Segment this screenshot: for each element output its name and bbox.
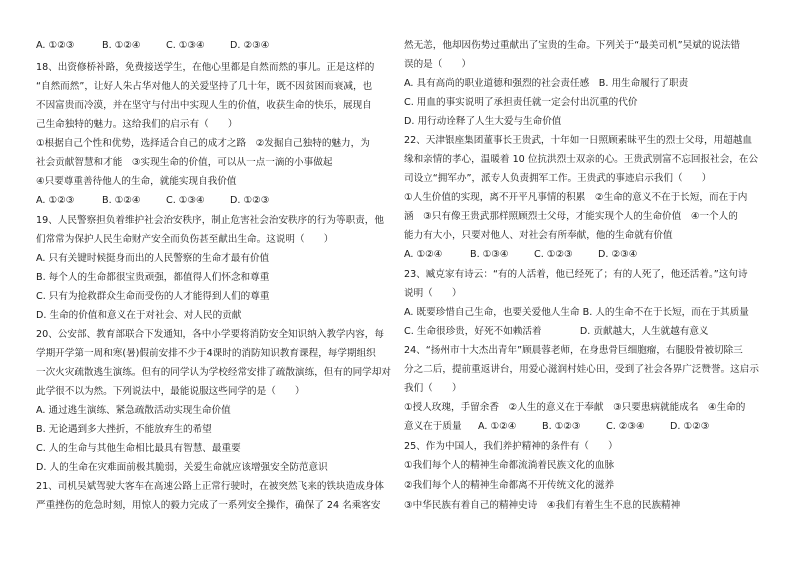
q17-options <box>36 40 294 52</box>
q18-stem-line: 己生命独特的魅力。这给我们的启示有（ ） <box>36 119 238 130</box>
q20-stem-line: 一次火灾疏散逃生演练。但有的同学认为学校经常安排了疏散演练，但有的同学却对 <box>36 367 391 378</box>
q22-item-line: ①人生价值的实现，离不开平凡事情的积累 ②生命的意义不在于长短，而在于内 <box>404 192 748 203</box>
q24-option-b[interactable]: B. ①②③ <box>542 421 581 432</box>
q18-stem-line: “自然而然”，让好人朱占华对他人的关爱坚持了几十年，既不因贫困而衰减，也 <box>36 81 373 92</box>
q24-item-line: 意义在于质量 <box>404 421 462 432</box>
q25-item-line: ③中华民族有着自己的精神史诗 ④我们有着生生不息的民族精神 <box>404 500 681 511</box>
q20-option-b[interactable]: B. 无论遇到多大挫折，不能放弃生的希望 <box>36 424 212 435</box>
q21-option-d[interactable]: D. 用行动诠释了人生大爱与生命价值 <box>404 116 562 127</box>
q22-stem-line: 缘和亲情的孝心，温暖着 10 位抗洪烈士双亲的心。王贵武别富不忘回报社会，在公 <box>404 154 759 165</box>
q19-stem-line: 19、人民警察担负着维护社会治安秩序，制止危害社会治安秩序的行为等职责，他 <box>36 215 384 226</box>
q19-option-a[interactable]: A. 只有关键时候挺身而出的人民警察的生命才最有价值 <box>36 253 270 264</box>
q24-item-line: ①授人玫瑰，手留余香 ②人生的意义在于奉献 ③只要患病就能成名 ④生命的 <box>404 402 746 413</box>
q25-stem-line: 25、作为中国人，我们养护精神的条件有（ ） <box>404 441 618 452</box>
q18-item-line: ④只要尊重善待他人的生命，就能实现自我价值 <box>36 176 237 187</box>
q24-stem-line: 我们（ ） <box>404 383 462 394</box>
q19-option-b[interactable]: B. 每个人的生命都很宝贵顽强，都值得人们怀念和尊重 <box>36 272 270 283</box>
q19-stem-line: 们常常为保护人民生命财产安全而负伤甚至献出生命。这说明（ ） <box>36 234 334 245</box>
q22-item-line: 涵 ③只有像王贵武那样照顾烈士父母，才能实现个人的生命价值 ④一个人的 <box>404 211 738 222</box>
q22-option-a[interactable]: A. ①②④ <box>404 249 443 260</box>
q22-stem-line: 司设立“拥军办”，派专人负责拥军工作。王贵武的事迹启示我们（ ） <box>404 173 712 184</box>
q17-option-c[interactable]: C. ①③④ <box>166 40 205 51</box>
q21-stem-line: 然无恙，他却因伤势过重献出了宝贵的生命。下列关于“最美司机”吴斌的说法错 <box>404 40 741 51</box>
q22-stem-line: 22、天津银座集团董事长王贵武，十年如一日照顾素昧平生的烈士父母，用超越血 <box>404 135 752 146</box>
q18-option-b[interactable]: B. ①②④ <box>102 195 141 206</box>
q18-stem-line: 18、出资修桥补路，免费接送学生，在他心里都是自然而然的事儿。正是这样的 <box>36 62 375 73</box>
q23-option-cd[interactable]: C. 生命很珍贵，好死不如赖活着 D. 贡献越大，人生就越有意义 <box>404 326 709 337</box>
q22-option-b[interactable]: B. ①③④ <box>470 249 509 260</box>
q18-options <box>36 195 294 207</box>
q21-stem-line: 严重挫伤的危急时刻，用惊人的毅力完成了一系列安全操作，确保了 24 名乘客安 <box>36 500 381 511</box>
q21-option-ab[interactable]: A. 具有高尚的职业道德和强烈的社会责任感 B. 用生命履行了职责 <box>404 78 689 89</box>
q24-stem-line: 24、“扬州市十大杰出青年”顾晨蓉老师，在身患骨巨细胞瘤，右腿股骨被切除三 <box>404 345 743 356</box>
q17-option-d[interactable]: D. ②③④ <box>230 40 270 51</box>
q18-option-a[interactable]: A. ①②③ <box>36 195 75 206</box>
q23-option-ab[interactable]: A. 既要珍惜自己生命，也要关爱他人生命 B. 人的生命不在于长短，而在于其质量 <box>404 307 749 318</box>
q25-item-line: ②我们每个人的精神生命都离不开传统文化的滋养 <box>404 480 615 491</box>
q22-item-line: 能力有大小，只要对他人、对社会有所奉献，他的生命就有价值 <box>404 230 673 241</box>
q17-option-b[interactable]: B. ①②④ <box>102 40 141 51</box>
q17-option-a[interactable]: A. ①②③ <box>36 40 75 51</box>
q23-stem-line: 23、臧克家有诗云：“有的人活着，他已经死了；有的人死了，他还活着。”这句诗 <box>404 269 748 280</box>
q19-option-d[interactable]: D. 生命的价值和意义在于对社会、对人民的贡献 <box>36 310 242 321</box>
q24-option-d[interactable]: D. ①②③ <box>670 421 710 432</box>
q20-option-a[interactable]: A. 通过逃生演练、紧急疏散活动实现生命价值 <box>36 405 231 416</box>
q19-option-c[interactable]: C. 只有为抢救群众生命而受伤的人才能得到人们的尊重 <box>36 291 270 302</box>
q25-item-line: ①我们每个人的精神生命都流淌着民族文化的血脉 <box>404 460 615 471</box>
q18-item-line: ①根据自己个性和优势，选择适合自己的成才之路 ②发掘自己独特的魅力，为 <box>36 138 370 149</box>
q20-stem-line: 学期开学第一周和寒(暑)假前安排不少于4课时的消防知识教育课程，每学期组织 <box>36 348 376 359</box>
q22-options <box>404 249 662 261</box>
q18-item-line: 社会贡献智慧和才能 ③实现生命的价值，可以从一点一滴的小事做起 <box>36 157 333 168</box>
q21-option-c[interactable]: C. 用血的事实说明了承担责任就一定会付出沉重的代价 <box>404 97 638 108</box>
q24-options-line <box>404 421 734 433</box>
q20-option-c[interactable]: C. 人的生命与其他生命相比最具有智慧、最重要 <box>36 443 241 454</box>
q24-option-c[interactable]: C. ②③④ <box>606 421 645 432</box>
q22-option-d[interactable]: D. ②③④ <box>598 249 638 260</box>
q20-stem-line: 20、公安部、教育部联合下发通知，各中小学要将消防安全知识纳入教学内容，每 <box>36 329 384 340</box>
q22-option-c[interactable]: C. ①②③ <box>534 249 573 260</box>
q24-stem-line: 分之二后，提前重返讲台，用爱心滋润村娃心田，受到了社会各界广泛赞誉。这启示 <box>404 364 759 375</box>
q21-stem-line: 误的是（ ） <box>404 59 472 70</box>
q21-stem-line: 21、司机吴斌驾驶大客车在高速公路上正常行驶时，在被突然飞来的铁块造成身体 <box>36 481 384 492</box>
q18-option-c[interactable]: C. ①③④ <box>166 195 205 206</box>
q24-option-a[interactable]: A. ①②④ <box>478 421 517 432</box>
q18-stem-line: 不因富贵而冷漠，并在坚守与付出中实现人生的价值，收获生命的快乐，展现自 <box>36 100 372 111</box>
q20-option-d[interactable]: D. 人的生命在灾难面前极其脆弱，关爱生命就应该增强安全防范意识 <box>36 462 328 473</box>
q23-stem-line: 说明（ ） <box>404 288 462 299</box>
q18-option-d[interactable]: D. ①②③ <box>230 195 270 206</box>
q20-stem-line: 此学很不以为然。下列说法中，最能说服这些同学的是（ ） <box>36 386 305 397</box>
